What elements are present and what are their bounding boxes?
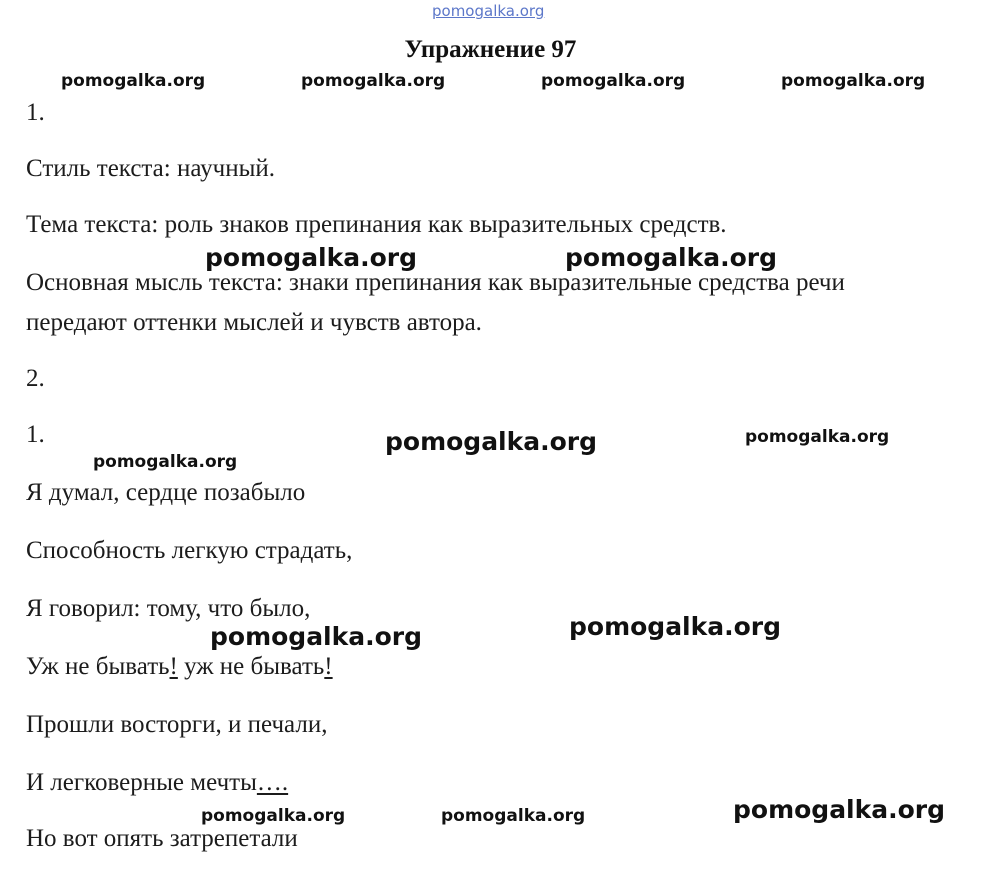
watermark: pomogalka.org bbox=[385, 427, 598, 456]
poem-line-7: Но вот опять затрепетали bbox=[26, 825, 298, 852]
poem-line-2: Способность легкую страдать, bbox=[26, 537, 353, 564]
watermark: pomogalka.org bbox=[301, 71, 446, 91]
section-1-number: 1. bbox=[26, 99, 45, 126]
watermark: pomogalka.org bbox=[733, 795, 946, 824]
section-2-number: 2. bbox=[26, 365, 45, 392]
poem-line-4 bbox=[26, 652, 333, 682]
underlined-ellipsis: …. bbox=[256, 769, 289, 796]
watermark: pomogalka.org bbox=[781, 71, 926, 91]
poem-line-3: Я говорил: тому, что было, bbox=[26, 595, 311, 622]
watermark: pomogalka.org bbox=[61, 71, 206, 91]
watermark: pomogalka.org bbox=[541, 71, 686, 91]
poem-line-1: Я думал, сердце позабыло bbox=[26, 479, 306, 506]
watermark: pomogalka.org bbox=[441, 806, 586, 826]
poem-line-5: Прошли восторги, и печали, bbox=[26, 711, 328, 738]
underlined-exclamation-mark: ! bbox=[324, 653, 333, 680]
main-idea-line-2: передают оттенки мыслей и чувств автора. bbox=[26, 309, 482, 336]
watermark: pomogalka.org bbox=[565, 243, 778, 272]
section-2-sub-number: 1. bbox=[26, 421, 45, 448]
poem-line-6 bbox=[26, 768, 288, 798]
watermark: pomogalka.org bbox=[93, 452, 238, 472]
watermark: pomogalka.org bbox=[201, 806, 346, 826]
watermark: pomogalka.org bbox=[210, 622, 423, 651]
watermark: pomogalka.org bbox=[569, 612, 782, 641]
poem-line-6-part-a: И легковерные мечты bbox=[26, 769, 257, 796]
underlined-exclamation-mark: ! bbox=[169, 653, 178, 680]
poem-line-4-part-a: Уж не бывать bbox=[26, 653, 170, 680]
text-style-line: Стиль текста: научный. bbox=[26, 155, 276, 182]
watermark: pomogalka.org bbox=[745, 427, 890, 447]
main-idea-line-1: Основная мысль текста: знаки препинания как выразительные средства речи bbox=[26, 269, 845, 296]
text-topic-line: Тема текста: роль знаков препинания как выразительных средств. bbox=[26, 211, 727, 238]
watermark-top: pomogalka.org bbox=[432, 2, 545, 20]
watermark: pomogalka.org bbox=[205, 243, 418, 272]
page-title: Упражнение 97 bbox=[404, 36, 577, 63]
poem-line-4-part-b: уж не бывать bbox=[177, 653, 325, 680]
